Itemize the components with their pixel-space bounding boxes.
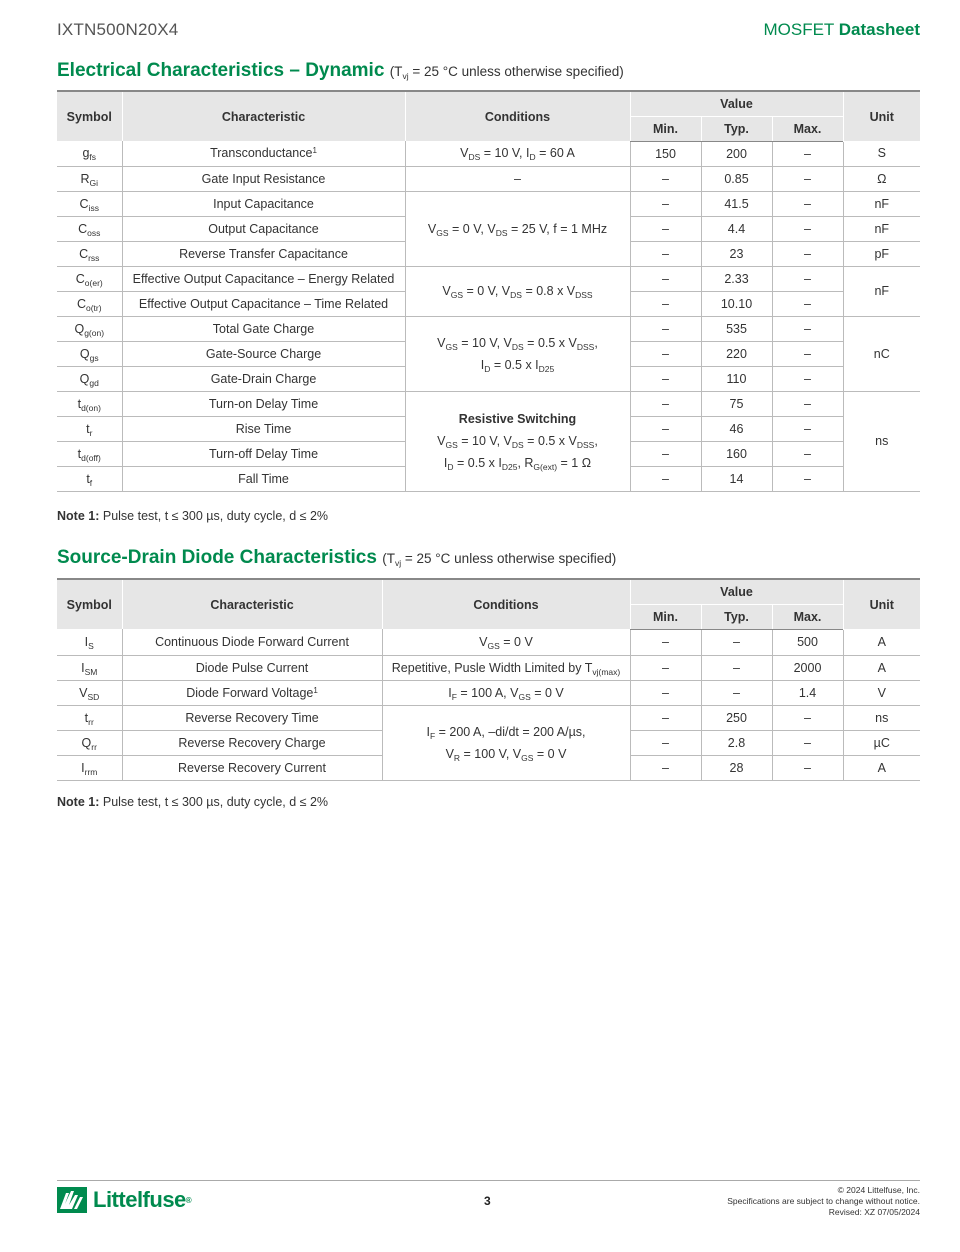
section-title-diode <box>57 547 616 569</box>
characteristic-cell: Input Capacitance <box>122 191 405 216</box>
section-title-dynamic <box>57 60 624 82</box>
characteristic-cell: Gate-Source Charge <box>122 341 405 366</box>
characteristic-cell: Reverse Recovery Charge <box>122 730 382 755</box>
min-cell: – <box>630 466 701 491</box>
typ-cell: 200 <box>701 141 772 166</box>
typ-cell: 250 <box>701 705 772 730</box>
col-characteristic: Characteristic <box>122 579 382 629</box>
characteristic-cell: Output Capacitance <box>122 216 405 241</box>
characteristic-cell: Rise Time <box>122 416 405 441</box>
typ-cell: 110 <box>701 366 772 391</box>
col-symbol: Symbol <box>57 579 122 629</box>
footer-revised: Revised: XZ 07/05/2024 <box>828 1207 920 1217</box>
characteristic-cell: Turn-on Delay Time <box>122 391 405 416</box>
min-cell: – <box>630 191 701 216</box>
littelfuse-logo <box>57 1186 191 1214</box>
conditions-cell: Resistive Switching $V_{GS} = 10$ V, $V_{DS} = 0.5$ x $V_{DSS}$, $I_D = 0.5$ x $I_{D25}$, $R_{G(ext)} = 1$ Ω <box>405 391 630 491</box>
max-cell: 2000 <box>772 655 843 680</box>
min-cell: – <box>630 416 701 441</box>
typ-cell: 23 <box>701 241 772 266</box>
conditions-cell: $V_{DS} = 10$ V, $I_D = 60$ A <box>405 141 630 166</box>
symbol-cell: $t_{d(on)}$ <box>57 391 122 416</box>
symbol-cell: $t_r$ <box>57 416 122 441</box>
col-characteristic: Characteristic <box>122 91 405 141</box>
col-typ: Typ. <box>701 604 772 629</box>
col-min: Min. <box>630 604 701 629</box>
symbol-cell: $C_{iss}$ <box>57 191 122 216</box>
unit-cell: V <box>843 680 920 705</box>
conditions-cell: Repetitive, Pusle Width Limited by $T_{vj(max)}$ <box>382 655 630 680</box>
footer-disclaimer: Specifications are subject to change without notice. <box>727 1196 920 1206</box>
max-cell: 1.4 <box>772 680 843 705</box>
symbol-cell: $C_{oss}$ <box>57 216 122 241</box>
table-row <box>57 655 920 680</box>
unit-cell: µC <box>843 730 920 755</box>
unit-cell: nC <box>843 316 920 391</box>
characteristic-cell: Diode Forward Voltage$^1$ <box>122 680 382 705</box>
max-cell: – <box>772 705 843 730</box>
characteristic-cell: Effective Output Capacitance – Time Related <box>122 291 405 316</box>
logo-name: Littelfuse <box>93 1187 186 1212</box>
table-row <box>57 166 920 191</box>
min-cell: 150 <box>630 141 701 166</box>
typ-cell: 535 <box>701 316 772 341</box>
conditions-cell: $I_F = 100$ A, $V_{GS} = 0$ V <box>382 680 630 705</box>
min-cell: – <box>630 366 701 391</box>
characteristic-cell: Diode Pulse Current <box>122 655 382 680</box>
dynamic-note-text: Pulse test, t ≤ 300 µs, duty cycle, d ≤ 2% <box>102 509 329 523</box>
max-cell: – <box>772 755 843 780</box>
symbol-cell: $I_S$ <box>57 629 122 655</box>
col-max: Max. <box>772 604 843 629</box>
unit-cell: nF <box>843 216 920 241</box>
col-symbol: Symbol <box>57 91 122 141</box>
typ-cell: 220 <box>701 341 772 366</box>
characteristic-cell: Continuous Diode Forward Current <box>122 629 382 655</box>
table-row <box>57 266 920 291</box>
unit-cell: A <box>843 655 920 680</box>
symbol-cell: $Q_{g(on)}$ <box>57 316 122 341</box>
doc-type <box>763 20 920 40</box>
diode-table <box>57 578 920 781</box>
unit-cell: A <box>843 629 920 655</box>
unit-cell: pF <box>843 241 920 266</box>
min-cell: – <box>630 441 701 466</box>
typ-cell: – <box>701 680 772 705</box>
symbol-cell: $C_{o(tr)}$ <box>57 291 122 316</box>
conditions-cell: $V_{GS} = 10$ V, $V_{DS} = 0.5$ x $V_{DSS}$, $I_D = 0.5$ x $I_{D25}$ <box>405 316 630 391</box>
footer-copyright: © 2024 Littelfuse, Inc. <box>837 1185 920 1195</box>
max-cell: 500 <box>772 629 843 655</box>
diode-subtitle: ($T_{vj} = 25$ °C unless otherwise specified) <box>382 551 617 568</box>
unit-cell: ns <box>843 391 920 491</box>
symbol-cell: $Q_{rr}$ <box>57 730 122 755</box>
max-cell: – <box>772 341 843 366</box>
symbol-cell: $Q_{gs}$ <box>57 341 122 366</box>
max-cell: – <box>772 291 843 316</box>
characteristic-cell: Gate-Drain Charge <box>122 366 405 391</box>
table-row <box>57 141 920 166</box>
logo-registered: ® <box>185 1196 192 1205</box>
min-cell: – <box>630 705 701 730</box>
max-cell: – <box>772 391 843 416</box>
typ-cell: 14 <box>701 466 772 491</box>
characteristic-cell: Reverse Recovery Current <box>122 755 382 780</box>
max-cell: – <box>772 266 843 291</box>
doc-type-2: Datasheet <box>838 20 920 39</box>
unit-cell: ns <box>843 705 920 730</box>
min-cell: – <box>630 341 701 366</box>
characteristic-cell: Effective Output Capacitance – Energy Related <box>122 266 405 291</box>
unit-cell: A <box>843 755 920 780</box>
typ-cell: 41.5 <box>701 191 772 216</box>
typ-cell: 160 <box>701 441 772 466</box>
col-value: Value <box>630 91 843 116</box>
symbol-cell: $Q_{gd}$ <box>57 366 122 391</box>
table-row <box>57 391 920 416</box>
max-cell: – <box>772 730 843 755</box>
diode-note: Note 1: Pulse test, t ≤ 300 µs, duty cycle, d ≤ 2% <box>57 795 329 809</box>
symbol-cell: $t_f$ <box>57 466 122 491</box>
symbol-cell: $t_{rr}$ <box>57 705 122 730</box>
symbol-cell: $g_{fs}$ <box>57 141 122 166</box>
littelfuse-logo-icon <box>57 1187 87 1213</box>
col-unit: Unit <box>843 579 920 629</box>
min-cell: – <box>630 216 701 241</box>
footer-info <box>727 1185 920 1218</box>
symbol-cell: $I_{rrm}$ <box>57 755 122 780</box>
min-cell: – <box>630 655 701 680</box>
footer-divider <box>57 1180 920 1181</box>
col-max: Max. <box>772 116 843 141</box>
min-cell: – <box>630 316 701 341</box>
table-row <box>57 316 920 341</box>
typ-cell: 2.8 <box>701 730 772 755</box>
max-cell: – <box>772 416 843 441</box>
typ-cell: 75 <box>701 391 772 416</box>
dynamic-note: Note 1: Pulse test, t ≤ 300 µs, duty cycle, d ≤ 2% <box>57 509 329 523</box>
characteristic-cell: Reverse Transfer Capacitance <box>122 241 405 266</box>
min-cell: – <box>630 391 701 416</box>
symbol-cell: $t_{d(off)}$ <box>57 441 122 466</box>
diode-title: Source-Drain Diode Characteristics <box>57 547 377 568</box>
unit-cell: nF <box>843 266 920 316</box>
characteristic-cell: Gate Input Resistance <box>122 166 405 191</box>
max-cell: – <box>772 216 843 241</box>
table-row <box>57 705 920 730</box>
unit-cell: S <box>843 141 920 166</box>
typ-cell: 0.85 <box>701 166 772 191</box>
min-cell: – <box>630 291 701 316</box>
conditions-cell: – <box>405 166 630 191</box>
min-cell: – <box>630 680 701 705</box>
min-cell: – <box>630 755 701 780</box>
unit-cell: Ω <box>843 166 920 191</box>
max-cell: – <box>772 191 843 216</box>
table-row <box>57 191 920 216</box>
typ-cell: – <box>701 629 772 655</box>
dynamic-title: Electrical Characteristics – Dynamic <box>57 60 385 81</box>
conditions-cell: $I_F = 200$ A, –di/dt = 200 A/µs, $V_R = 100$ V, $V_{GS} = 0$ V <box>382 705 630 780</box>
diode-note-text: Pulse test, t ≤ 300 µs, duty cycle, d ≤ 2% <box>102 795 329 809</box>
typ-cell: 10.10 <box>701 291 772 316</box>
max-cell: – <box>772 466 843 491</box>
min-cell: – <box>630 166 701 191</box>
max-cell: – <box>772 366 843 391</box>
col-typ: Typ. <box>701 116 772 141</box>
typ-cell: 4.4 <box>701 216 772 241</box>
symbol-cell: $R_{Gi}$ <box>57 166 122 191</box>
conditions-cell: $V_{GS} = 0$ V, $V_{DS} = 25$ V, f = 1 MHz <box>405 191 630 266</box>
min-cell: – <box>630 629 701 655</box>
max-cell: – <box>772 241 843 266</box>
page-number: 3 <box>484 1194 491 1208</box>
min-cell: – <box>630 730 701 755</box>
unit-cell: nF <box>843 191 920 216</box>
col-conditions: Conditions <box>405 91 630 141</box>
dynamic-subtitle: ($T_{vj} = 25$ °C unless otherwise specified) <box>389 64 624 81</box>
col-min: Min. <box>630 116 701 141</box>
characteristic-cell: Transconductance$^1$ <box>122 141 405 166</box>
col-value: Value <box>630 579 843 604</box>
symbol-cell: $C_{o(er)}$ <box>57 266 122 291</box>
symbol-cell: $V_{SD}$ <box>57 680 122 705</box>
min-cell: – <box>630 241 701 266</box>
doc-type-1: MOSFET <box>763 20 834 39</box>
table-row <box>57 680 920 705</box>
typ-cell: 28 <box>701 755 772 780</box>
col-unit: Unit <box>843 91 920 141</box>
conditions-cell: $V_{GS} = 0$ V, $V_{DS} = 0.8$ x $V_{DSS}$ <box>405 266 630 316</box>
logo-text <box>93 1187 191 1213</box>
characteristic-cell: Reverse Recovery Time <box>122 705 382 730</box>
min-cell: – <box>630 266 701 291</box>
table-row <box>57 629 920 655</box>
col-conditions: Conditions <box>382 579 630 629</box>
characteristic-cell: Turn-off Delay Time <box>122 441 405 466</box>
max-cell: – <box>772 141 843 166</box>
symbol-cell: $I_{SM}$ <box>57 655 122 680</box>
max-cell: – <box>772 316 843 341</box>
typ-cell: 2.33 <box>701 266 772 291</box>
typ-cell: – <box>701 655 772 680</box>
dynamic-table <box>57 90 920 492</box>
max-cell: – <box>772 166 843 191</box>
part-number: IXTN500N20X4 <box>57 20 179 39</box>
typ-cell: 46 <box>701 416 772 441</box>
conditions-cell: $V_{GS} = 0$ V <box>382 629 630 655</box>
characteristic-cell: Total Gate Charge <box>122 316 405 341</box>
symbol-cell: $C_{rss}$ <box>57 241 122 266</box>
max-cell: – <box>772 441 843 466</box>
characteristic-cell: Fall Time <box>122 466 405 491</box>
